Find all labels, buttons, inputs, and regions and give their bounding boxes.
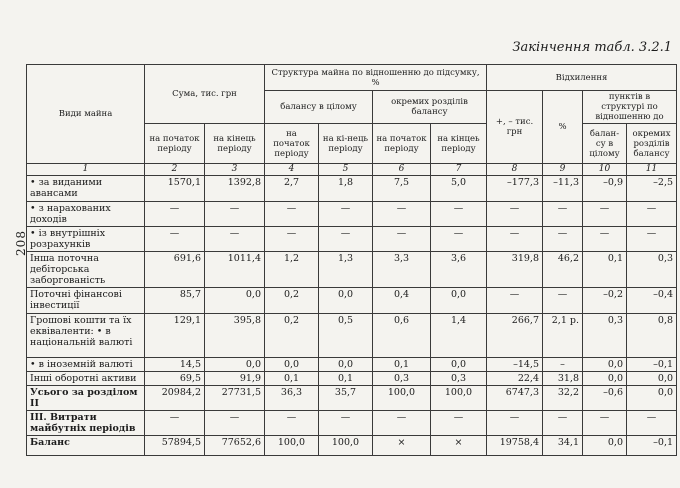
table-row <box>27 436 677 456</box>
cell-value: 32,2 <box>543 386 583 411</box>
cell-value: 0,0 <box>205 288 265 314</box>
cell-value: 3,3 <box>373 252 431 288</box>
cell-value: 1,8 <box>319 176 373 202</box>
cell-value: –11,3 <box>543 176 583 202</box>
cell-value: –0,9 <box>583 176 627 202</box>
table-row <box>27 288 677 314</box>
row-label: Інша поточна дебіторська заборгованість <box>27 252 145 288</box>
cell-value: 100,0 <box>319 436 373 456</box>
cell-value: 0,0 <box>319 288 373 314</box>
cell-value: 0,0 <box>431 358 487 372</box>
cell-value: 0,0 <box>205 358 265 372</box>
cell-value: — <box>431 411 487 436</box>
table-row <box>27 314 677 358</box>
cell-value: 35,7 <box>319 386 373 411</box>
cell-value: 2,7 <box>265 176 319 202</box>
cell-value: — <box>543 411 583 436</box>
cell-value: — <box>627 411 677 436</box>
cell-value: 0,0 <box>319 358 373 372</box>
cell-value: 1392,8 <box>205 176 265 202</box>
header-pts-balance: балан-су в цілому <box>583 124 627 164</box>
cell-value: 0,3 <box>373 372 431 386</box>
column-number-row <box>27 164 677 176</box>
row-label: Грошові кошти та їх еквіваленти: • в національній валюті <box>27 314 145 358</box>
cell-value: 129,1 <box>145 314 205 358</box>
cell-value: — <box>487 202 543 227</box>
header-bal-start: на початок періоду <box>265 124 319 164</box>
cell-value: × <box>431 436 487 456</box>
cell-value: 1570,1 <box>145 176 205 202</box>
column-number: 3 <box>205 164 265 176</box>
row-label: • із внутрішніх розрахунків <box>27 227 145 252</box>
cell-value: –177,3 <box>487 176 543 202</box>
cell-value: 46,2 <box>543 252 583 288</box>
cell-value: 91,9 <box>205 372 265 386</box>
cell-value: 0,1 <box>319 372 373 386</box>
cell-value: 0,3 <box>431 372 487 386</box>
cell-value: 0,0 <box>627 386 677 411</box>
cell-value: — <box>627 227 677 252</box>
cell-value: 57894,5 <box>145 436 205 456</box>
cell-value: — <box>431 202 487 227</box>
table-row <box>27 202 677 227</box>
cell-value: — <box>487 411 543 436</box>
cell-value: 2,1 р. <box>543 314 583 358</box>
header-plusminus: +, – тис. грн <box>487 91 543 164</box>
cell-value: 69,5 <box>145 372 205 386</box>
cell-value: 266,7 <box>487 314 543 358</box>
cell-value: 3,6 <box>431 252 487 288</box>
cell-value: 0,0 <box>431 288 487 314</box>
cell-value: — <box>205 202 265 227</box>
column-number: 4 <box>265 164 319 176</box>
cell-value: 100,0 <box>265 436 319 456</box>
cell-value: 19758,4 <box>487 436 543 456</box>
cell-value: 27731,5 <box>205 386 265 411</box>
cell-value: 0,5 <box>319 314 373 358</box>
cell-value: –2,5 <box>627 176 677 202</box>
header-sec-start: на початок періоду <box>373 124 431 164</box>
table-row <box>27 411 677 436</box>
row-label: • в іноземній валюті <box>27 358 145 372</box>
cell-value: –14,5 <box>487 358 543 372</box>
table-row <box>27 358 677 372</box>
cell-value: — <box>265 411 319 436</box>
cell-value: 5,0 <box>431 176 487 202</box>
cell-value: — <box>373 411 431 436</box>
cell-value: 20984,2 <box>145 386 205 411</box>
cell-value: 0,0 <box>583 436 627 456</box>
cell-value: — <box>205 411 265 436</box>
cell-value: 100,0 <box>431 386 487 411</box>
header-sum: Сума, тис. грн <box>145 65 265 124</box>
cell-value: × <box>373 436 431 456</box>
row-label: III. Витрати майбутніх періодів <box>27 411 145 436</box>
cell-value: 36,3 <box>265 386 319 411</box>
header-points: пунктів в структурі по відношенню до <box>583 91 677 124</box>
header-sum-end: на кінець періоду <box>205 124 265 164</box>
cell-value: 6747,3 <box>487 386 543 411</box>
cell-value: 0,2 <box>265 314 319 358</box>
cell-value: — <box>431 227 487 252</box>
cell-value: 0,8 <box>627 314 677 358</box>
header-pts-sections: окремих розділів балансу <box>627 124 677 164</box>
cell-value: — <box>319 411 373 436</box>
column-number: 1 <box>27 164 145 176</box>
column-number: 5 <box>319 164 373 176</box>
column-number: 6 <box>373 164 431 176</box>
cell-value: — <box>373 227 431 252</box>
table-caption: Закінчення табл. 3.2.1 <box>512 40 672 55</box>
header-kind: Види майна <box>27 65 145 164</box>
header-balance-total: балансу в цілому <box>265 91 373 124</box>
row-label: Поточні фінансові інвестиції <box>27 288 145 314</box>
cell-value: 0,0 <box>265 358 319 372</box>
cell-value: –0,4 <box>627 288 677 314</box>
cell-value: 0,0 <box>583 358 627 372</box>
row-label: • з нарахованих доходів <box>27 202 145 227</box>
column-number: 9 <box>543 164 583 176</box>
header-bal-end: на кі-нець періоду <box>319 124 373 164</box>
header-sec-end: на кінцеь періоду <box>431 124 487 164</box>
cell-value: — <box>583 411 627 436</box>
row-label: Баланс <box>27 436 145 456</box>
cell-value: — <box>145 202 205 227</box>
cell-value: 1,2 <box>265 252 319 288</box>
cell-value: 100,0 <box>373 386 431 411</box>
table-row <box>27 372 677 386</box>
cell-value: — <box>205 227 265 252</box>
cell-value: 0,3 <box>583 314 627 358</box>
cell-value: — <box>583 202 627 227</box>
cell-value: 0,1 <box>373 358 431 372</box>
table-row <box>27 176 677 202</box>
cell-value: 34,1 <box>543 436 583 456</box>
header-structure: Структура майна по відношенню до підсумку, % <box>265 65 487 91</box>
cell-value: 0,1 <box>265 372 319 386</box>
cell-value: — <box>543 227 583 252</box>
cell-value: 1,3 <box>319 252 373 288</box>
column-number: 10 <box>583 164 627 176</box>
cell-value: –0,6 <box>583 386 627 411</box>
header-sum-start: на початок періоду <box>145 124 205 164</box>
column-number: 7 <box>431 164 487 176</box>
header-percent: % <box>543 91 583 164</box>
column-number: 11 <box>627 164 677 176</box>
cell-value: — <box>543 288 583 314</box>
page-number: 208 <box>13 230 28 256</box>
cell-value: — <box>487 227 543 252</box>
cell-value: –0,1 <box>627 358 677 372</box>
cell-value: 85,7 <box>145 288 205 314</box>
row-label: Інші оборотні активи <box>27 372 145 386</box>
cell-value: — <box>319 202 373 227</box>
cell-value: 77652,6 <box>205 436 265 456</box>
cell-value: 0,1 <box>583 252 627 288</box>
cell-value: –0,2 <box>583 288 627 314</box>
cell-value: –0,1 <box>627 436 677 456</box>
cell-value: 22,4 <box>487 372 543 386</box>
row-label: • за виданими авансами <box>27 176 145 202</box>
row-label: Усього за розділом II <box>27 386 145 411</box>
asset-structure-table <box>26 64 677 456</box>
cell-value: 691,6 <box>145 252 205 288</box>
cell-value: — <box>265 227 319 252</box>
cell-value: – <box>543 358 583 372</box>
table-row <box>27 252 677 288</box>
cell-value: — <box>145 411 205 436</box>
cell-value: 1,4 <box>431 314 487 358</box>
cell-value: — <box>627 202 677 227</box>
cell-value: — <box>265 202 319 227</box>
cell-value: — <box>543 202 583 227</box>
header-deviation: Відхилення <box>487 65 677 91</box>
column-number: 2 <box>145 164 205 176</box>
cell-value: — <box>487 288 543 314</box>
cell-value: — <box>319 227 373 252</box>
cell-value: 0,0 <box>627 372 677 386</box>
table-row <box>27 227 677 252</box>
cell-value: 1011,4 <box>205 252 265 288</box>
cell-value: 7,5 <box>373 176 431 202</box>
cell-value: — <box>373 202 431 227</box>
cell-value: — <box>583 227 627 252</box>
header-sections: окремих розділів балансу <box>373 91 487 124</box>
cell-value: 395,8 <box>205 314 265 358</box>
cell-value: 0,3 <box>627 252 677 288</box>
cell-value: 14,5 <box>145 358 205 372</box>
cell-value: 0,4 <box>373 288 431 314</box>
cell-value: 0,6 <box>373 314 431 358</box>
cell-value: 0,2 <box>265 288 319 314</box>
column-number: 8 <box>487 164 543 176</box>
cell-value: — <box>145 227 205 252</box>
table-row <box>27 386 677 411</box>
cell-value: 31,8 <box>543 372 583 386</box>
cell-value: 319,8 <box>487 252 543 288</box>
cell-value: 0,0 <box>583 372 627 386</box>
